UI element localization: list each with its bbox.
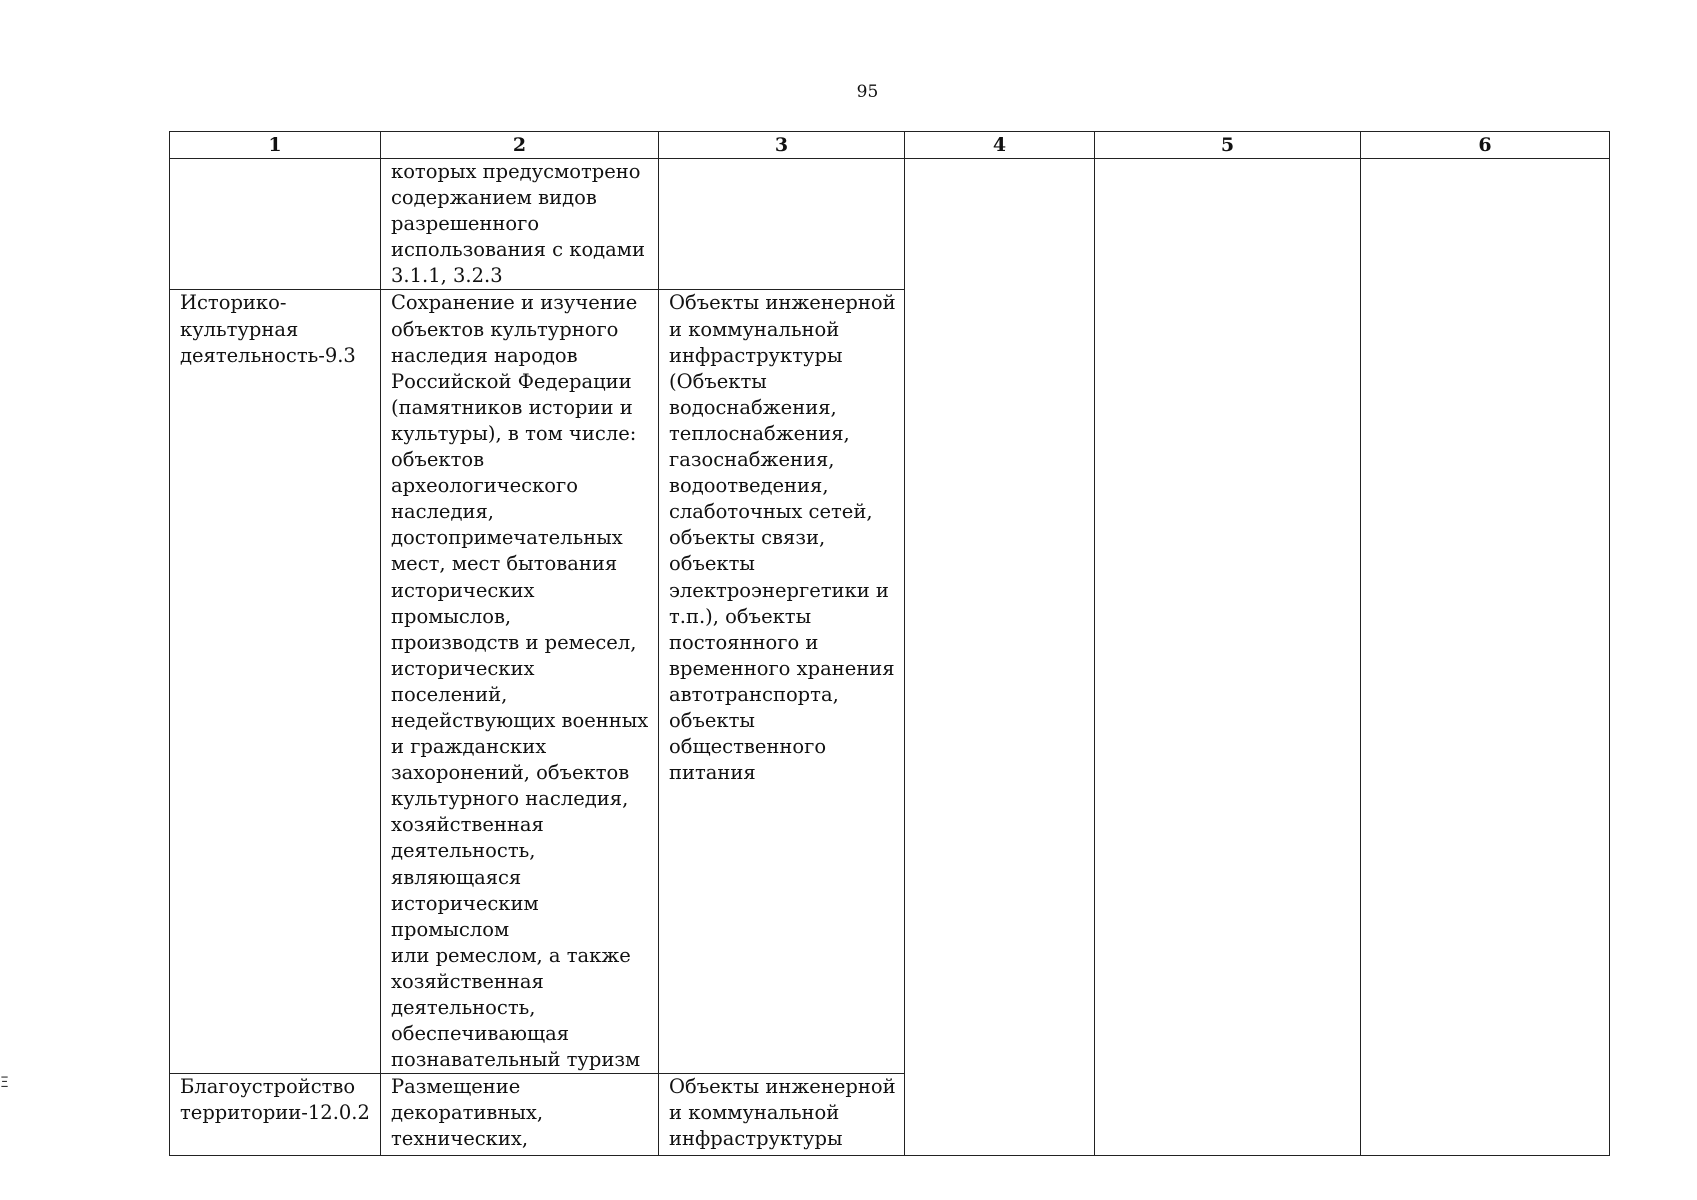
- row1-col2-cell: которых предусмотрено содержанием видов разрешенного использования с кодами 3.1.1, 3.2.3: [381, 159, 659, 290]
- column-header-1: 1: [170, 132, 381, 159]
- row2-col1-cell: Историко- культурная деятельность-9.3: [170, 290, 381, 1074]
- col6-merged-cell: [1361, 159, 1610, 1156]
- document-table: [169, 131, 1610, 1156]
- row2-col2-cell: Сохранение и изучение объектов культурного наследия народов Российской Федерации (памятников истории и культуры), в том числе: объектов археологического наследия, достопримечательных мест, мест бытования исторических промыслов, производств и ремесел, исторических поселений, недействующих военных и гражданских захоронений, объектов культурного наследия, хозяйственная деятельность, являющаяся историческим промыслом или ремеслом, а также хозяйственная деятельность, обеспечивающая познавательный туризм: [381, 290, 659, 1074]
- table-header-row: [170, 132, 1610, 159]
- scan-edge-mark: Ξ: [0, 1075, 9, 1091]
- row3-col1-cell: Благоустройство территории-12.0.2: [170, 1074, 381, 1156]
- row3-col2-cell: Размещение декоративных, технических,: [381, 1074, 659, 1156]
- row1-col1-cell: [170, 159, 381, 290]
- column-header-6: 6: [1361, 132, 1610, 159]
- row1-col3-cell: [659, 159, 905, 290]
- col4-merged-cell: [905, 159, 1095, 1156]
- row3-col3-cell: Объекты инженерной и коммунальной инфраструктуры: [659, 1074, 905, 1156]
- column-header-4: 4: [905, 132, 1095, 159]
- column-header-3: 3: [659, 132, 905, 159]
- page-number: 95: [856, 82, 879, 102]
- column-header-5: 5: [1095, 132, 1361, 159]
- column-header-2: 2: [381, 132, 659, 159]
- table-row: [170, 159, 1610, 290]
- row2-col3-cell: Объекты инженерной и коммунальной инфраструктуры (Объекты водоснабжения, теплоснабжения, газоснабжения, водоотведения, слаботочных сетей, объекты связи, объекты электроэнергетики и т.п.), объекты постоянного и временного хранения автотранспорта, объекты общественного питания: [659, 290, 905, 1074]
- col5-merged-cell: [1095, 159, 1361, 1156]
